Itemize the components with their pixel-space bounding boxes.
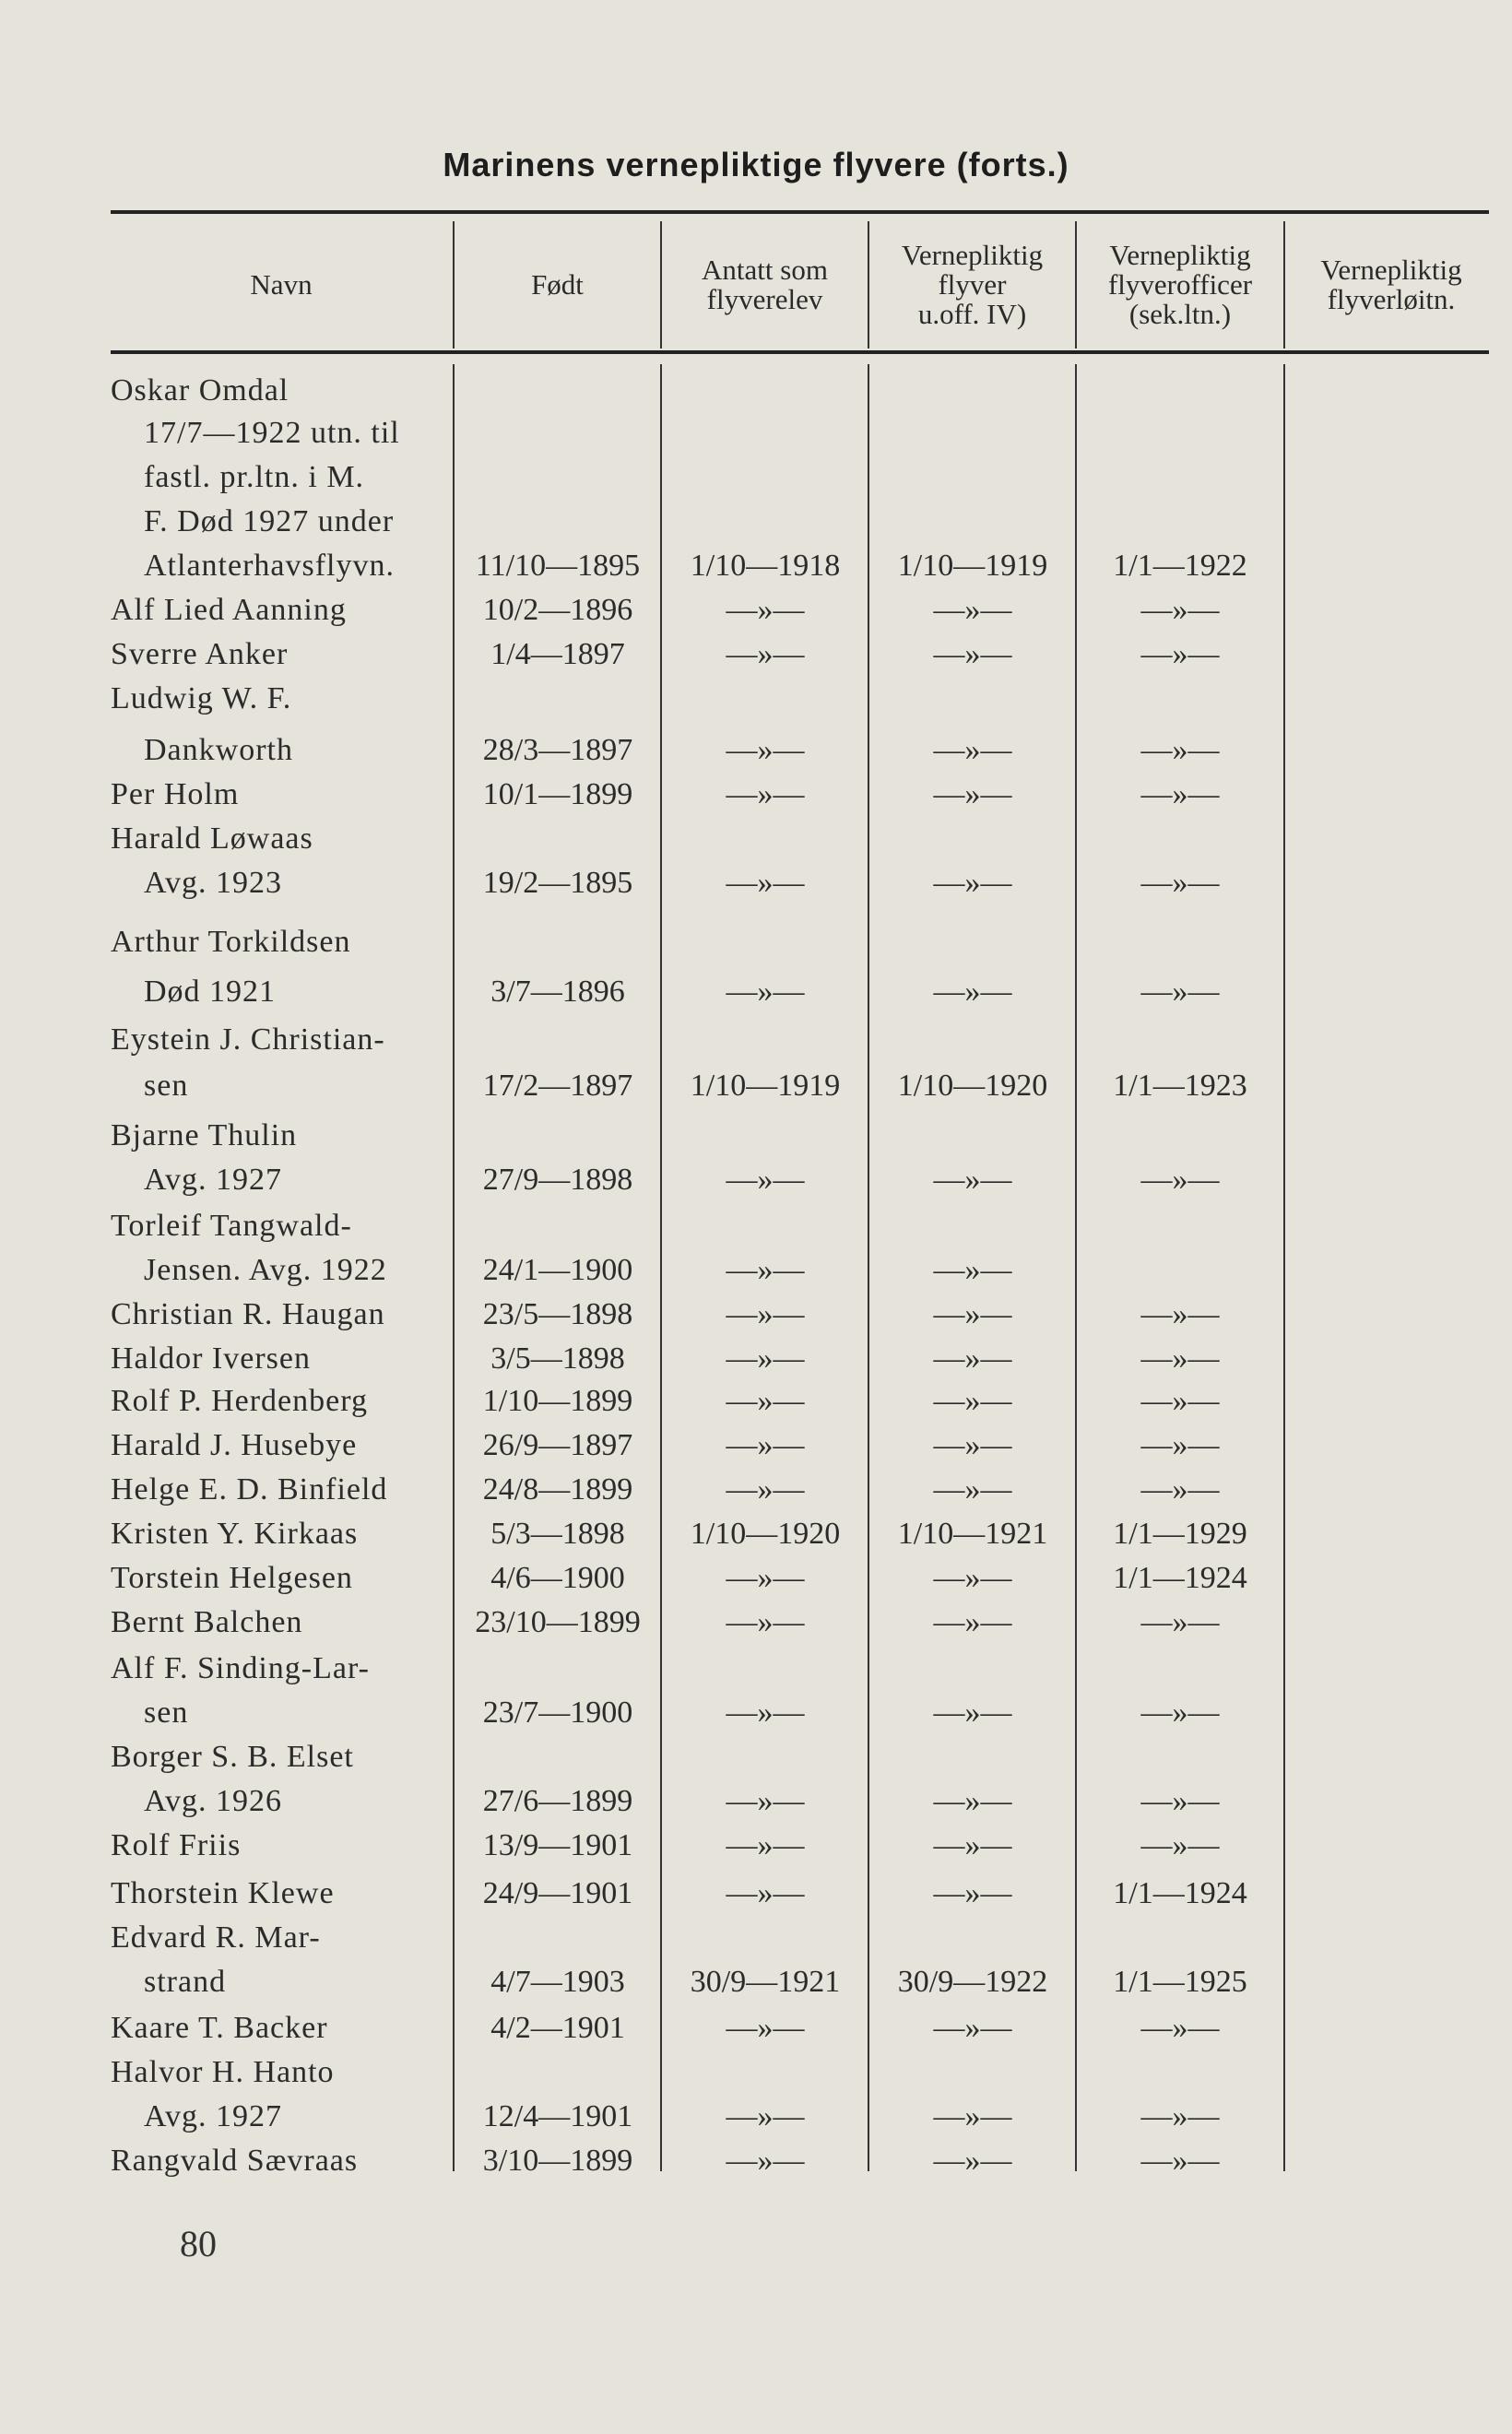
cell-offiser: —»— <box>1140 1163 1220 1197</box>
cell-fodt: 3/7—1896 <box>490 975 625 1009</box>
name-line: Rolf P. Herdenberg <box>111 1384 368 1418</box>
cell-fodt: 4/2—1901 <box>490 2011 625 2045</box>
cell-fodt: 1/4—1897 <box>490 637 625 671</box>
cell-flyver: —»— <box>933 1472 1012 1506</box>
cell-offiser <box>1079 1248 1282 1293</box>
name-line: Helge E. D. Binfield <box>111 1472 388 1506</box>
cell-fodt: 27/9—1898 <box>482 1163 633 1197</box>
cell-fodt: 4/7—1903 <box>490 1965 625 1999</box>
cell-offiser: —»— <box>1140 1384 1220 1418</box>
cell-antatt: —»— <box>726 1341 805 1376</box>
cell-antatt: —»— <box>726 1163 805 1197</box>
name-line: Eystein J. Christian- <box>111 1022 385 1057</box>
cell-flyver: —»— <box>933 1253 1012 1287</box>
cell-flyver: 30/9—1922 <box>897 1965 1048 1999</box>
cell-antatt: 30/9—1921 <box>690 1965 841 1999</box>
header-bottom-rule <box>111 350 1489 354</box>
cell-flyver: —»— <box>933 637 1012 671</box>
header-offiser: Vernepliktig flyverofficer (sek.ltn.) <box>1107 239 1253 330</box>
cell-fodt: 23/10—1899 <box>475 1605 641 1639</box>
cell-antatt: —»— <box>726 2144 805 2178</box>
cell-flyver: —»— <box>933 1784 1012 1818</box>
name-line: Avg. 1927 <box>144 2099 283 2133</box>
cell-fodt: 26/9—1897 <box>482 1428 633 1462</box>
cell-offiser: —»— <box>1140 637 1220 671</box>
cell-flyver: 1/10—1920 <box>897 1069 1048 1103</box>
cell-offiser: —»— <box>1140 777 1220 811</box>
cell-flyver: —»— <box>933 1696 1012 1730</box>
body-divider <box>1283 364 1285 2171</box>
name-line: Død 1921 <box>144 975 277 1009</box>
name-line: Arthur Torkildsen <box>111 925 351 959</box>
name-line: Torstein Helgesen <box>111 1561 353 1595</box>
name-line: Borger S. B. Elset <box>111 1740 354 1774</box>
name-line: Ludwig W. F. <box>111 681 292 715</box>
name-line: Oskar Omdal <box>111 373 289 408</box>
name-line: 17/7—1922 utn. til <box>144 416 400 450</box>
cell-offiser: —»— <box>1140 1784 1220 1818</box>
cell-flyver: —»— <box>933 777 1012 811</box>
cell-offiser: —»— <box>1140 866 1220 900</box>
cell-offiser: —»— <box>1140 733 1220 767</box>
name-line: Avg. 1927 <box>144 1163 283 1197</box>
cell-offiser: 1/1—1925 <box>1113 1965 1247 1999</box>
cell-antatt: —»— <box>726 1605 805 1639</box>
cell-fodt: 5/3—1898 <box>490 1517 625 1551</box>
cell-fodt: 10/2—1896 <box>482 593 633 627</box>
name-line: Avg. 1923 <box>144 866 283 900</box>
name-line: fastl. pr.ltn. i M. <box>144 460 365 494</box>
cell-fodt: 3/10—1899 <box>482 2144 633 2178</box>
cell-fodt: 23/5—1898 <box>482 1297 633 1331</box>
cell-fodt: 24/9—1901 <box>482 1876 633 1910</box>
cell-antatt: —»— <box>726 1784 805 1818</box>
name-line: Sverre Anker <box>111 637 289 671</box>
cell-antatt: —»— <box>726 1253 805 1287</box>
cell-antatt: —»— <box>726 1384 805 1418</box>
cell-fodt: 12/4—1901 <box>482 2099 633 2133</box>
cell-flyver: —»— <box>933 1605 1012 1639</box>
name-line: Christian R. Haugan <box>111 1297 385 1331</box>
cell-antatt: —»— <box>726 1828 805 1862</box>
cell-fodt: 1/10—1899 <box>482 1384 633 1418</box>
cell-flyver: —»— <box>933 2144 1012 2178</box>
body-divider <box>660 364 662 2171</box>
cell-flyver: 1/10—1921 <box>897 1517 1048 1551</box>
cell-antatt: —»— <box>726 637 805 671</box>
cell-offiser: —»— <box>1140 593 1220 627</box>
cell-offiser: —»— <box>1140 1428 1220 1462</box>
cell-flyver: —»— <box>933 1163 1012 1197</box>
cell-fodt: 19/2—1895 <box>482 866 633 900</box>
cell-fodt: 28/3—1897 <box>482 733 633 767</box>
name-line: Bjarne Thulin <box>111 1118 298 1152</box>
cell-offiser: —»— <box>1140 1297 1220 1331</box>
header-flyver: Vernepliktig flyver u.off. IV) <box>901 239 1044 330</box>
name-line: Atlanterhavsflyvn. <box>144 549 395 583</box>
name-line: Torleif Tangwald- <box>111 1209 352 1243</box>
name-line: sen <box>144 1069 189 1103</box>
cell-antatt: 1/10—1920 <box>690 1517 841 1551</box>
name-line: Rangvald Sævraas <box>111 2144 359 2178</box>
table-top-rule <box>111 210 1489 214</box>
cell-antatt: 1/10—1919 <box>690 1069 841 1103</box>
cell-offiser: —»— <box>1140 2144 1220 2178</box>
body-divider <box>1075 364 1077 2171</box>
name-line: Avg. 1926 <box>144 1784 283 1818</box>
cell-antatt: —»— <box>726 2099 805 2133</box>
name-line: Edvard R. Mar- <box>111 1920 321 1955</box>
name-line: Rolf Friis <box>111 1828 242 1862</box>
cell-offiser: —»— <box>1140 975 1220 1009</box>
cell-antatt: 1/10—1918 <box>690 549 841 583</box>
cell-offiser: —»— <box>1140 1696 1220 1730</box>
body-divider <box>453 364 455 2171</box>
cell-fodt: 27/6—1899 <box>482 1784 633 1818</box>
name-line: Haldor Iversen <box>111 1341 311 1376</box>
cell-flyver: —»— <box>933 2099 1012 2133</box>
cell-antatt: —»— <box>726 1876 805 1910</box>
cell-flyver: —»— <box>933 733 1012 767</box>
cell-offiser: —»— <box>1140 1472 1220 1506</box>
name-line: Alf Lied Aanning <box>111 593 347 627</box>
name-line: Per Holm <box>111 777 240 811</box>
cell-flyver: —»— <box>933 2011 1012 2045</box>
cell-offiser: 1/1—1929 <box>1113 1517 1247 1551</box>
cell-flyver: —»— <box>933 1341 1012 1376</box>
header-antatt: Antatt som flyverelev <box>702 254 828 315</box>
name-line: Bernt Balchen <box>111 1605 303 1639</box>
name-line: F. Død 1927 under <box>144 504 395 538</box>
cell-fodt: 17/2—1897 <box>482 1069 633 1103</box>
page-title: Marinens vernepliktige flyvere (forts.) <box>443 146 1069 183</box>
cell-fodt: 23/7—1900 <box>482 1696 633 1730</box>
cell-flyver: 1/10—1919 <box>897 549 1048 583</box>
name-line: sen <box>144 1696 189 1730</box>
cell-fodt: 24/1—1900 <box>482 1253 633 1287</box>
cell-offiser: —»— <box>1140 2011 1220 2045</box>
cell-antatt: —»— <box>726 1696 805 1730</box>
cell-offiser: —»— <box>1140 2099 1220 2133</box>
name-line: Dankworth <box>144 733 293 767</box>
name-line: Kristen Y. Kirkaas <box>111 1517 359 1551</box>
name-line: Harald Løwaas <box>111 821 313 856</box>
name-line: Kaare T. Backer <box>111 2011 328 2045</box>
header-navn: Navn <box>250 268 313 301</box>
cell-flyver: —»— <box>933 593 1012 627</box>
name-line: Jensen. Avg. 1922 <box>144 1253 387 1287</box>
cell-antatt: —»— <box>726 1428 805 1462</box>
cell-flyver: —»— <box>933 1828 1012 1862</box>
cell-fodt: 3/5—1898 <box>490 1341 625 1376</box>
cell-antatt: —»— <box>726 777 805 811</box>
cell-flyver: —»— <box>933 1876 1012 1910</box>
name-line: strand <box>144 1965 227 1999</box>
header-loitn: Vernepliktig flyverløitn. <box>1320 254 1462 315</box>
cell-antatt: —»— <box>726 866 805 900</box>
cell-flyver: —»— <box>933 975 1012 1009</box>
name-line: Halvor H. Hanto <box>111 2055 335 2089</box>
name-line: Thorstein Klewe <box>111 1876 335 1910</box>
cell-offiser: 1/1—1922 <box>1113 549 1247 583</box>
page-number: 80 <box>180 2223 217 2264</box>
cell-fodt: 24/8—1899 <box>482 1472 633 1506</box>
cell-offiser: —»— <box>1140 1341 1220 1376</box>
cell-flyver: —»— <box>933 1384 1012 1418</box>
cell-flyver: —»— <box>933 1428 1012 1462</box>
cell-offiser: —»— <box>1140 1605 1220 1639</box>
cell-antatt: —»— <box>726 1561 805 1595</box>
cell-fodt: 11/10—1895 <box>475 549 641 583</box>
cell-offiser: 1/1—1923 <box>1113 1069 1247 1103</box>
cell-antatt: —»— <box>726 1472 805 1506</box>
cell-offiser: 1/1—1924 <box>1113 1561 1247 1595</box>
body-divider <box>868 364 869 2171</box>
cell-antatt: —»— <box>726 975 805 1009</box>
cell-fodt: 4/6—1900 <box>490 1561 625 1595</box>
name-line: Harald J. Husebye <box>111 1428 358 1462</box>
cell-antatt: —»— <box>726 1297 805 1331</box>
cell-offiser: 1/1—1924 <box>1113 1876 1247 1910</box>
cell-flyver: —»— <box>933 866 1012 900</box>
cell-flyver: —»— <box>933 1297 1012 1331</box>
header-fodt: Født <box>531 268 584 301</box>
cell-flyver: —»— <box>933 1561 1012 1595</box>
cell-offiser: —»— <box>1140 1828 1220 1862</box>
cell-fodt: 13/9—1901 <box>482 1828 633 1862</box>
name-line: Alf F. Sinding-Lar- <box>111 1651 370 1685</box>
cell-fodt: 10/1—1899 <box>482 777 633 811</box>
cell-antatt: —»— <box>726 2011 805 2045</box>
cell-antatt: —»— <box>726 593 805 627</box>
cell-antatt: —»— <box>726 733 805 767</box>
